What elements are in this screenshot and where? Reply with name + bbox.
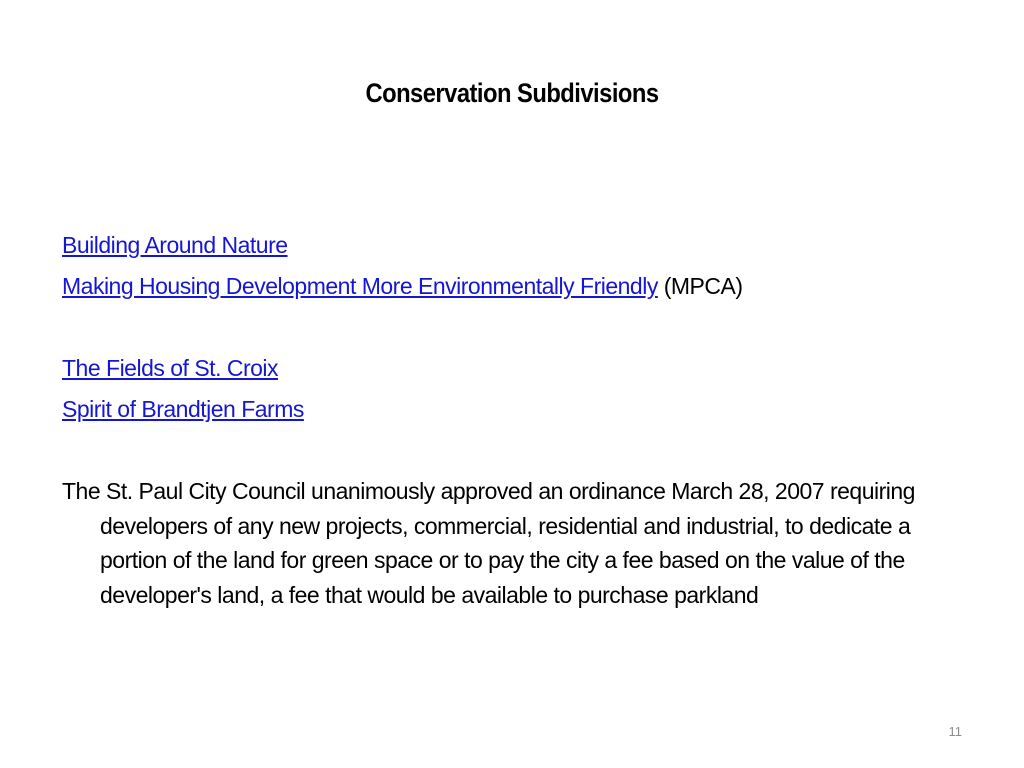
making-housing-link[interactable]: Making Housing Development More Environmentally Friendly <box>62 273 658 299</box>
mpca-label: (MPCA) <box>657 273 743 299</box>
link-line-fields-of-st-croix <box>62 351 962 385</box>
page-number: 11 <box>948 724 962 739</box>
slide-title: Conservation Subdivisions <box>365 78 659 108</box>
slide-body <box>62 228 962 612</box>
spacer <box>62 310 962 351</box>
spirit-of-brandtjen-link[interactable]: Spirit of Brandtjen Farms <box>62 396 304 422</box>
link-line-spirit-of-brandtjen <box>62 392 962 426</box>
spacer <box>62 433 962 474</box>
ordinance-paragraph: The St. Paul City Council unanimously approved an ordinance March 28, 2007 requiring developers of any new projects, commercial, residential and industrial, to dedicate a portion of the land for green space or to pay the city a fee based on the value of the developer's land, a fee that would be available to purchase parkland <box>62 478 915 608</box>
fields-of-st-croix-link[interactable]: The Fields of St. Croix <box>62 355 279 381</box>
building-around-nature-link[interactable]: Building Around Nature <box>62 232 288 258</box>
link-line-making-housing <box>62 269 962 303</box>
link-line-building-around-nature <box>62 228 962 262</box>
